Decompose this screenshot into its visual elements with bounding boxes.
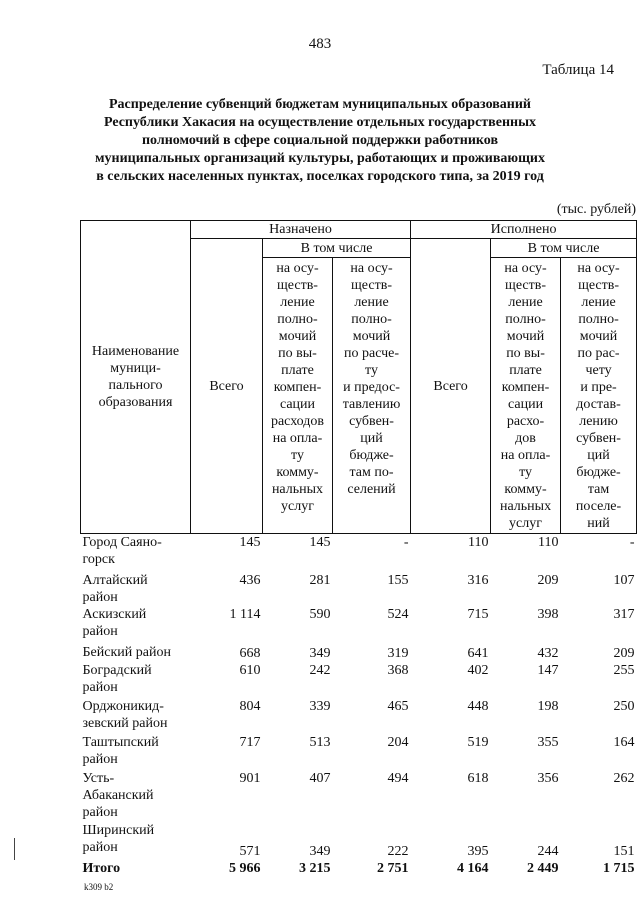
header-executed-total: Всего — [411, 239, 491, 534]
margin-mark — [14, 838, 15, 860]
value-cell: 145 — [309, 535, 331, 550]
value-cell: 432 — [537, 645, 559, 661]
municipality-name: Усть- Абаканский район — [82, 770, 154, 820]
value-cell: 281 — [309, 572, 331, 588]
municipality-name: Таштыпский район — [82, 734, 159, 767]
value-cell: 395 — [467, 843, 489, 859]
value-cell: 222 — [387, 843, 409, 859]
value-cell: 804 — [239, 698, 261, 714]
value-cell: 465 — [387, 698, 409, 714]
header-assigned: Назначено — [191, 221, 411, 239]
value-cell: 339 — [309, 698, 331, 714]
value-cell: 198 — [537, 698, 559, 714]
table-row — [81, 770, 637, 822]
value-cell: 319 — [387, 645, 409, 661]
value-cell: 209 — [537, 572, 559, 588]
table-body — [81, 534, 637, 877]
table-row — [81, 644, 637, 662]
value-cell: 110 — [468, 535, 489, 550]
page-number: 483 — [308, 36, 332, 52]
value-cell: 151 — [613, 843, 635, 859]
value-cell: 204 — [387, 734, 409, 750]
value-cell: 145 — [239, 535, 261, 550]
value-cell: 355 — [537, 734, 559, 750]
value-cell: 164 — [613, 734, 635, 750]
title-line: муниципальных организаций культуры, работающих и проживающих — [95, 151, 545, 166]
municipality-name: Бейский район — [82, 644, 171, 660]
header-assigned-including: В том числе — [263, 239, 411, 258]
value-cell: 641 — [467, 645, 489, 661]
value-cell: 715 — [467, 606, 489, 622]
municipality-name: Ширинский район — [82, 822, 155, 855]
title-line: в сельских населенных пунктах, поселках городского типа, за 2019 год — [96, 169, 544, 184]
total-label: Итого — [82, 860, 121, 876]
municipality-name: Город Саяно- горск — [82, 535, 162, 567]
units-label: (тыс. рублей) — [556, 202, 636, 217]
value-cell: 356 — [537, 770, 559, 786]
value-cell: 407 — [309, 770, 331, 786]
header-executed-including: В том числе — [491, 239, 637, 258]
value-cell: 524 — [387, 606, 409, 622]
value-cell: 349 — [309, 843, 331, 859]
header-assigned-total: Всего — [191, 239, 263, 534]
value-cell: 107 — [613, 572, 635, 588]
total-row — [81, 860, 637, 877]
value-cell: 147 — [537, 662, 559, 678]
value-cell: 668 — [239, 645, 261, 661]
value-cell: 618 — [467, 770, 489, 786]
total-value: 2 449 — [527, 860, 559, 876]
header-name-col: Наименование муници- пального образования — [81, 221, 191, 534]
value-cell: 262 — [613, 770, 635, 786]
table-row — [81, 734, 637, 770]
value-cell: 110 — [538, 535, 559, 550]
value-cell: 317 — [613, 606, 635, 622]
value-cell: 398 — [537, 606, 559, 622]
header-executed-subvention: на осу- ществ- ление полно- мочий по рас- чету и пре- достав- лению субвен- ций бюдже- там поселе- ний — [561, 258, 637, 534]
table-row — [81, 572, 637, 606]
value-cell: 250 — [613, 698, 635, 714]
table-row — [81, 606, 637, 644]
value-cell: 1 114 — [229, 606, 261, 622]
total-value: 3 215 — [299, 860, 331, 876]
value-cell: - — [629, 535, 635, 550]
header-executed: Исполнено — [411, 221, 637, 239]
value-cell: 316 — [467, 572, 489, 588]
total-value: 5 966 — [229, 860, 261, 876]
value-cell: 571 — [239, 843, 261, 859]
table-title — [70, 96, 570, 186]
table-row — [81, 534, 637, 572]
total-value: 4 164 — [457, 860, 489, 876]
header-assigned-compensation: на осу- ществ- ление полно- мочий по вы- плате компен- сации расходов на опла- ту комму- нальных услуг — [263, 258, 333, 534]
value-cell: 519 — [467, 734, 489, 750]
value-cell: 901 — [239, 770, 261, 786]
value-cell: 717 — [239, 734, 261, 750]
value-cell: 610 — [239, 662, 261, 678]
table-row — [81, 698, 637, 734]
footer-code: k309 b2 — [84, 882, 114, 892]
subvention-table — [80, 220, 637, 877]
value-cell: - — [403, 535, 409, 550]
header-executed-compensation: на осу- ществ- ление полно- мочий по вы- плате компен- сации расхо- дов на опла- ту комму- нальных услуг — [491, 258, 561, 534]
value-cell: 513 — [309, 734, 331, 750]
value-cell: 448 — [467, 698, 489, 714]
municipality-name: Алтайский район — [82, 572, 148, 605]
value-cell: 590 — [309, 606, 331, 622]
value-cell: 402 — [467, 662, 489, 678]
total-value: 1 715 — [603, 860, 635, 876]
value-cell: 244 — [537, 843, 559, 859]
municipality-name: Орджоникид- зевский район — [82, 698, 168, 731]
header-assigned-subvention: на осу- ществ- ление полно- мочий по расче- ту и предос- тавлению субвен- ций бюдже- там по- селений — [333, 258, 411, 534]
value-cell: 368 — [387, 662, 409, 678]
title-line: Республики Хакасия на осуществление отдельных государственных — [103, 115, 537, 130]
value-cell: 209 — [613, 645, 635, 661]
municipality-name: Боградский район — [82, 662, 152, 695]
value-cell: 349 — [309, 645, 331, 661]
table-row — [81, 662, 637, 698]
table-label: Таблица 14 — [542, 62, 614, 78]
municipality-name: Аскизский район — [82, 606, 147, 639]
total-value: 2 751 — [377, 860, 409, 876]
value-cell: 155 — [387, 572, 409, 588]
value-cell: 436 — [239, 572, 261, 588]
value-cell: 255 — [613, 662, 635, 678]
title-line: полномочий в сфере социальной поддержки работников — [141, 133, 499, 148]
value-cell: 242 — [309, 662, 331, 678]
table-row — [81, 822, 637, 860]
value-cell: 494 — [387, 770, 409, 786]
title-line: Распределение субвенций бюджетам муниципальных образований — [109, 97, 531, 112]
